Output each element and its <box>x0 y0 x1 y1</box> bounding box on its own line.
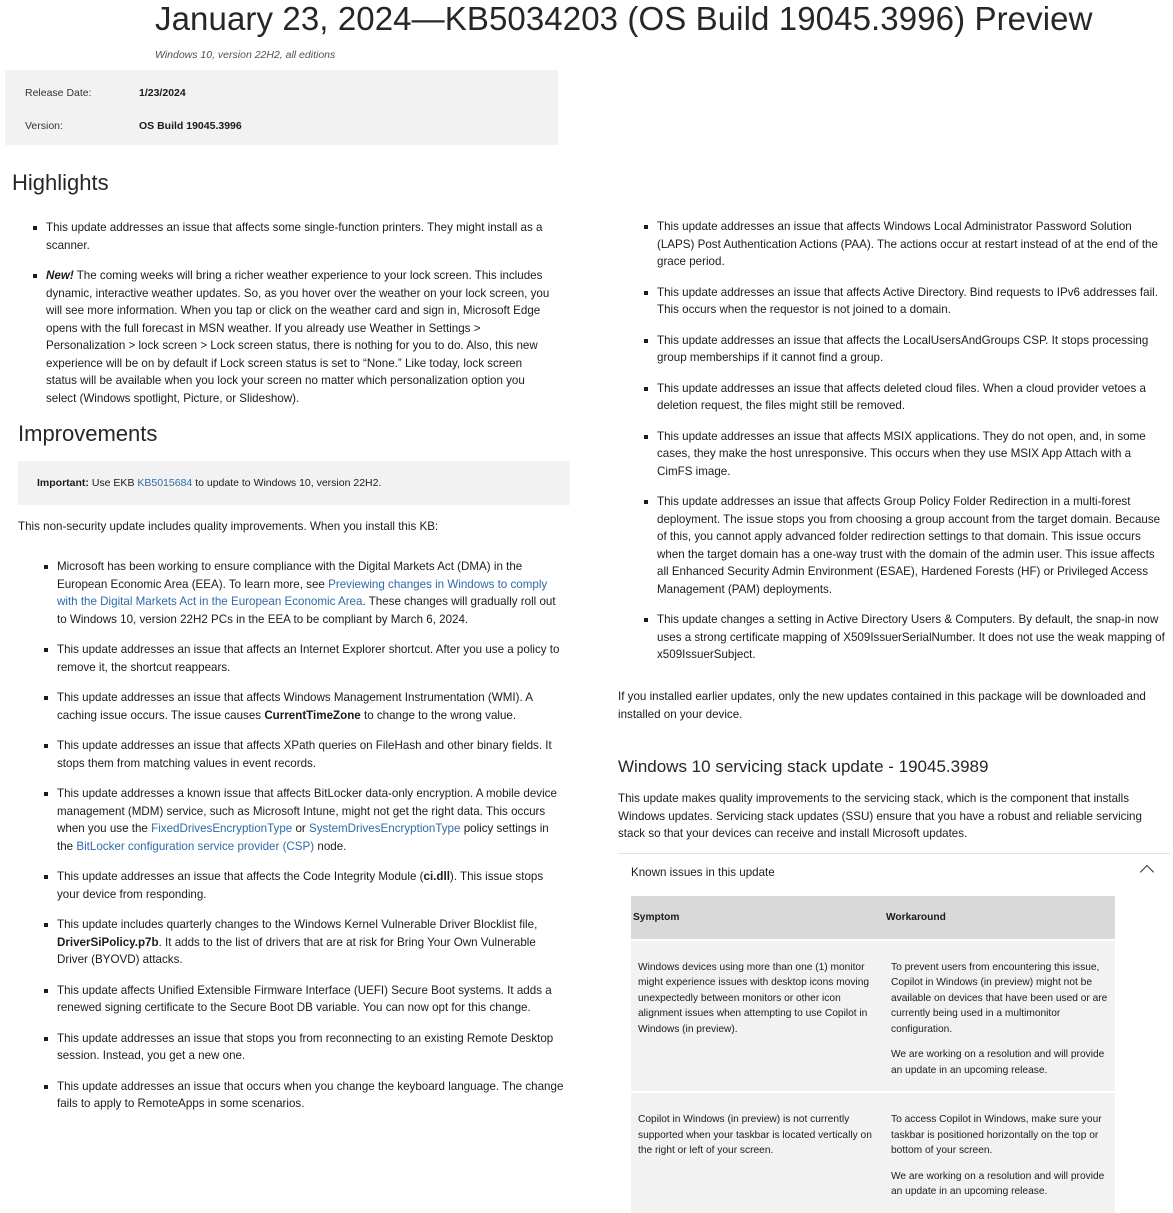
improvements-list <box>57 558 567 1126</box>
version-label: Version: <box>25 120 63 132</box>
symptom-cell: Copilot in Windows (in preview) is not currently supported when your taskbar is located vertically on the right or left of your screen. <box>631 1092 884 1213</box>
version-value: OS Build 19045.3996 <box>139 120 242 132</box>
release-date-row <box>25 87 186 99</box>
system-drives-link[interactable]: SystemDrivesEncryptionType <box>309 822 461 835</box>
important-label: Important: <box>37 477 89 489</box>
kb5015684-link[interactable]: KB5015684 <box>137 477 193 489</box>
list-item: This update addresses an issue that affects XPath queries on FileHash and other binary fields. It stops them from matching values in event records. <box>57 737 567 772</box>
version-row <box>25 120 242 132</box>
list-item: This update addresses an issue that affects the LocalUsersAndGroups CSP. It stops processing group memberships if it cannot find a group. <box>657 332 1169 367</box>
workaround-cell: To prevent users from encountering this issue, Copilot in Windows (in preview) might not be available on devices that have been used or are currently being used in a multimonitor configuration. We are working on a resolution and will provide an update in an upcoming release. <box>884 940 1115 1093</box>
highlights-heading: Highlights <box>12 170 109 195</box>
list-item: Microsoft has been working to ensure compliance with the Digital Markets Act (DMA) in the European Economic Area (EEA). To learn more, see Previewing changes in Windows to comply with the Digital Markets Act in the European Economic Area. These changes will gradually roll out to Windows 10, version 22H2 PCs in the EEA to be compliant by March 6, 2024. <box>57 558 567 628</box>
improvements-intro: This non-security update includes quality improvements. When you install this KB: <box>18 520 439 533</box>
workaround-cell: To access Copilot in Windows, make sure your taskbar is positioned horizontally on the top or bottom of your screen. We are working on a resolution and will provide an update in an upcoming release. <box>884 1092 1115 1213</box>
list-item: This update changes a setting in Active Directory Users & Computers. By default, the snap-in now uses a strong certificate mapping of X509IssuerSerialNumber. It does not use the weak mapping of x509IssuerSubject. <box>657 611 1169 664</box>
list-item: This update addresses an issue that affects Windows Management Instrumentation (WMI). A caching issue occurs. The issue causes CurrentTimeZone to change to the wrong value. <box>57 689 567 724</box>
page-subtitle: Windows 10, version 22H2, all editions <box>155 49 336 61</box>
list-item: This update addresses an issue that affects Windows Local Administrator Password Solution (LAPS) Post Authentication Actions (PAA). The actions occur at restart instead of at the end of the grace period. <box>657 218 1169 271</box>
new-badge: New! <box>46 269 74 282</box>
dma-changes-link[interactable]: Previewing changes in Windows to comply with the Digital Markets Act in the European Economic Area <box>57 577 548 608</box>
earlier-updates-note: If you installed earlier updates, only the new updates contained in this package will be downloaded and installed on your device. <box>618 690 1146 721</box>
ssu-body: This update makes quality improvements to the servicing stack, which is the component that installs Windows updates. Servicing stack updates (SSU) ensure that you have a robust and reliable servicing stack so that your devices can receive and install Microsoft updates. <box>618 792 1142 840</box>
release-info-box <box>5 70 558 145</box>
list-item: This update addresses an issue that affects some single-function printers. They might install as a scanner. <box>46 219 556 254</box>
highlights-list <box>46 219 556 420</box>
list-item: This update addresses an issue that affects the Code Integrity Module (ci.dll). This issue stops your device from responding. <box>57 868 567 903</box>
release-date-label: Release Date: <box>25 87 92 99</box>
list-item: This update addresses an issue that affects Active Directory. Bind requests to IPv6 addresses fail. This occurs when the requestor is not joined to a domain. <box>657 284 1169 319</box>
table-header-row <box>631 896 1115 940</box>
list-item: This update includes quarterly changes to the Windows Kernel Vulnerable Driver Blocklist file, DriverSiPolicy.p7b. It adds to the list of drivers that are at risk for Bring Your Own Vulnerable Driver (BYOVD) attacks. <box>57 916 567 969</box>
list-item: New! The coming weeks will bring a richer weather experience to your lock screen. This includes dynamic, interactive weather updates. So, as you hover over the weather on your lock screen, you will see more information. When you tap or click on the weather card and sign in, Microsoft Edge opens with the full forecast in MSN weather. If you already use Weather in Settings > Personalization > lock screen > Lock screen status, there is nothing for you to do. Also, this new experience will be on by default if Lock screen status is set to “None.” Like today, lock screen status will be available when you lock your screen no matter which personalization option you select (Windows spotlight, Picture, or Slideshow). <box>46 267 556 407</box>
list-item: This update addresses an issue that affects an Internet Explorer shortcut. After you use a policy to remove it, the shortcut reappears. <box>57 641 567 676</box>
important-note-box <box>18 461 570 505</box>
chevron-up-icon <box>1140 865 1154 879</box>
symptom-cell: Windows devices using more than one (1) monitor might experience issues with desktop icons moving unexpectedly between monitors or other icon alignment issues when attempting to use Copilot in Windows (in preview). <box>631 940 884 1093</box>
list-item: This update addresses an issue that affects MSIX applications. They do not open, and, in some cases, they make the host unresponsive. This occurs when they use MSIX App Attach with a CimFS image. <box>657 428 1169 481</box>
ssu-heading: Windows 10 servicing stack update - 19045.3989 <box>618 757 989 776</box>
known-issues-toggle[interactable] <box>618 853 1170 892</box>
page-title: January 23, 2024—KB5034203 (OS Build 19045.3996) Preview <box>155 0 1093 37</box>
list-item: This update addresses an issue that stops you from reconnecting to an existing Remote Desktop session. Instead, you get a new one. <box>57 1030 567 1065</box>
list-item: This update affects Unified Extensible Firmware Interface (UEFI) Secure Boot systems. It adds a renewed signing certificate to the Secure Boot DB variable. You can now opt for this change. <box>57 982 567 1017</box>
list-item: This update addresses an issue that occurs when you change the keyboard language. The change fails to apply to RemoteApps in some scenarios. <box>57 1078 567 1113</box>
list-item: This update addresses a known issue that affects BitLocker data-only encryption. A mobile device management (MDM) service, such as Microsoft Intune, might not get the right data. This occurs when you use the FixedDrivesEncryptionType or SystemDrivesEncryptionType policy settings in the BitLocker configuration service provider (CSP) node. <box>57 785 567 855</box>
improvements-list-continued <box>657 218 1169 677</box>
release-date-value: 1/23/2024 <box>139 87 186 99</box>
fixed-drives-link[interactable]: FixedDrivesEncryptionType <box>151 822 293 835</box>
list-item: This update addresses an issue that affects deleted cloud files. When a cloud provider vetoes a deletion request, the files might still be removed. <box>657 380 1169 415</box>
list-item: This update addresses an issue that affects Group Policy Folder Redirection in a multi-forest deployment. The issue stops you from choosing a group account from the target domain. Because of this, you cannot apply advanced folder redirection settings to that domain. This issue occurs when the target domain has a one-way trust with the domain of the admin user. This issue affects all Enhanced Security Admin Environment (ESAE), Hardened Forests (HF) or Privileged Access Management (PAM) deployments. <box>657 493 1169 598</box>
table-row <box>631 1092 1115 1213</box>
workaround-column-header: Workaround <box>884 896 1115 940</box>
improvements-heading: Improvements <box>18 421 158 446</box>
bitlocker-csp-link[interactable]: BitLocker configuration service provider (CSP) <box>76 839 315 853</box>
known-issues-label: Known issues in this update <box>631 866 775 879</box>
table-row <box>631 940 1115 1093</box>
known-issues-table <box>631 896 1115 1213</box>
important-note: Important: Use EKB KB5015684 to update to Windows 10, version 22H2. <box>37 477 382 489</box>
symptom-column-header: Symptom <box>631 896 884 940</box>
